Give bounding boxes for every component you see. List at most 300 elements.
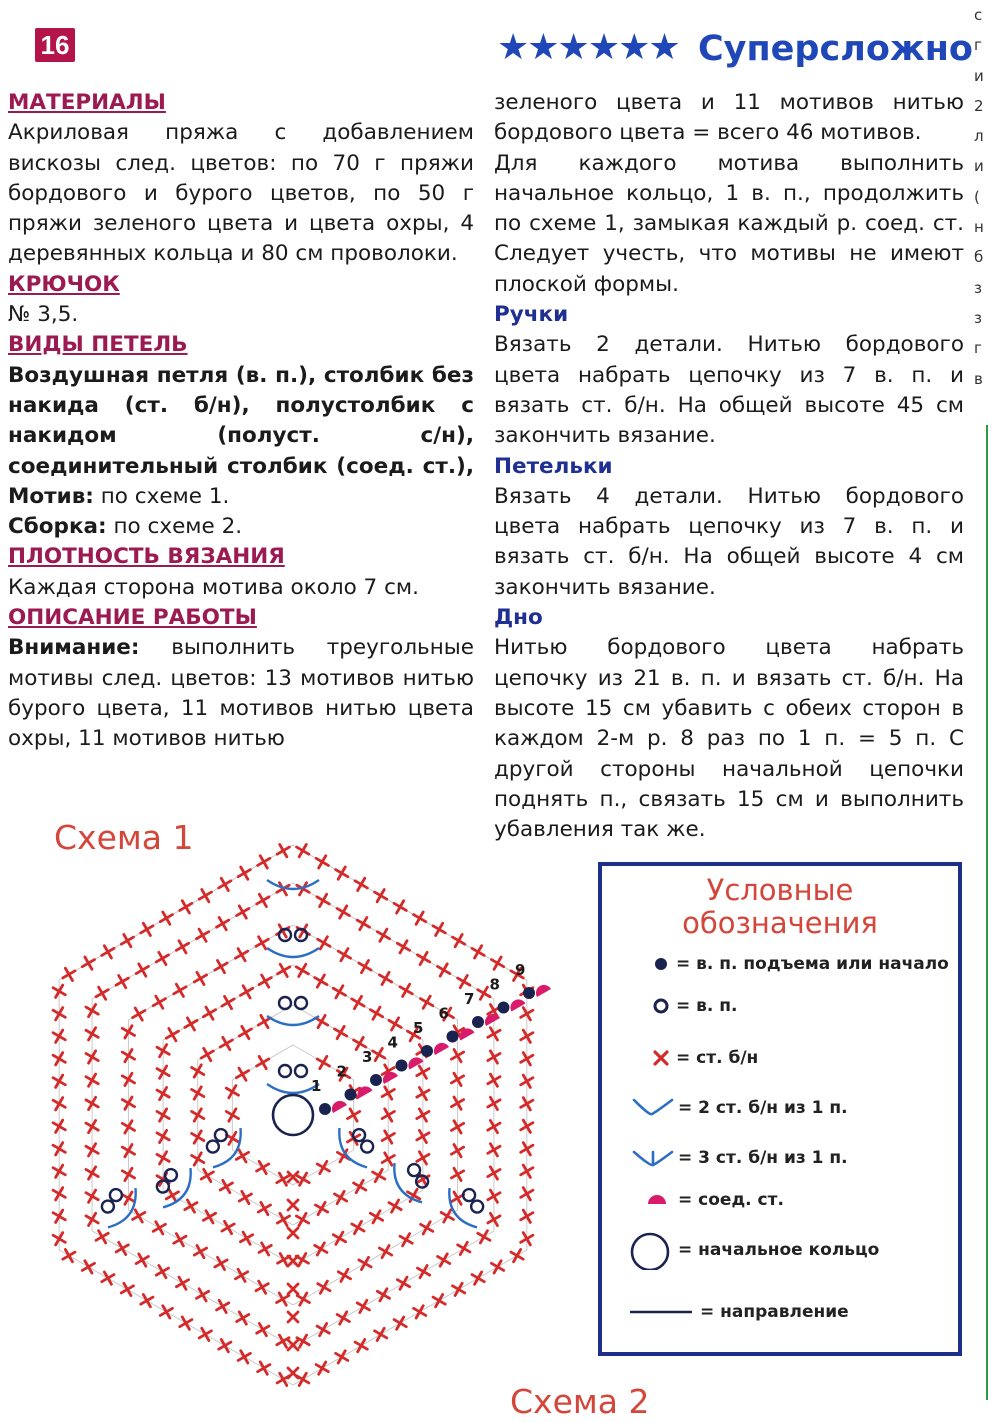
- sc-cross-mark: [116, 975, 128, 987]
- cross-stroke: [417, 952, 429, 964]
- guide-hexagon: [92, 883, 494, 1347]
- cross-stroke: [511, 1250, 523, 1262]
- cross-stroke: [414, 1306, 426, 1318]
- sc-cross-mark: [258, 1202, 270, 1214]
- cross-stroke: [257, 1161, 269, 1173]
- cross-stroke: [394, 901, 406, 913]
- sc-cross-mark: [176, 1277, 188, 1289]
- scheme-2-title: Схема 2: [510, 1382, 650, 1421]
- cross-stroke: [394, 1317, 406, 1329]
- attention-body: выполнить треугольные мотивы след. цветов: 13 мотивов нитью бурого цвета, 11 мотивов нитью цвета охры, 11 мотивов нитью: [8, 635, 474, 752]
- sc-cross-mark: [318, 1281, 330, 1293]
- sc-cross-mark: [219, 1340, 231, 1352]
- sc-cross-mark: [153, 1222, 165, 1234]
- legend-title-line-1: Условные: [706, 873, 854, 907]
- sc-cross-mark: [277, 1213, 289, 1225]
- sc-cross-mark: [141, 1295, 153, 1307]
- edge-letter: и: [974, 66, 984, 85]
- cross-stroke: [458, 975, 470, 987]
- cross-stroke: [338, 949, 350, 961]
- sc-cross-mark: [257, 1323, 269, 1335]
- sc-cross-mark: [277, 1173, 289, 1185]
- line-icon: [626, 1292, 696, 1332]
- cross-stroke: [116, 975, 128, 987]
- cross-stroke: [338, 1269, 350, 1281]
- sc-cross-mark: [236, 1150, 248, 1162]
- cross-stroke: [277, 845, 289, 857]
- edge-letter: с: [974, 6, 983, 24]
- legend-label: = начальное кольцо: [678, 1240, 880, 1260]
- cross-stroke: [199, 1328, 211, 1340]
- cross-stroke: [82, 957, 94, 969]
- sc-cross-mark: [316, 1362, 328, 1374]
- chain-start-dot: [447, 1031, 459, 1043]
- sc-cross-mark: [201, 1048, 213, 1060]
- slip-stitch-mark: [536, 985, 551, 997]
- cross-stroke: [141, 923, 153, 935]
- cross-stroke: [259, 975, 271, 987]
- ring-icon: [624, 1230, 676, 1270]
- sc-cross-mark: [222, 996, 234, 1008]
- cross-stroke: [335, 1026, 347, 1038]
- sc-cross-mark: [174, 1234, 186, 1246]
- sc-cross-mark: [421, 1222, 433, 1234]
- cross-stroke: [400, 984, 412, 996]
- cross-stroke: [174, 984, 186, 996]
- chain-start-dot: [319, 1103, 331, 1115]
- cross-stroke: [176, 1277, 188, 1289]
- row-number-label: 8: [489, 975, 500, 994]
- edge-letter: з: [974, 308, 982, 327]
- corner-stitch-group: [441, 1178, 491, 1233]
- sc-cross-mark: [389, 1200, 401, 1212]
- cross-stroke: [478, 987, 490, 999]
- sc-cross-mark: [336, 867, 348, 879]
- row-number-label: 7: [464, 990, 475, 1008]
- scheme-1-diagram: [20, 840, 580, 1400]
- sc-cross-mark: [257, 1056, 269, 1068]
- right-edge-cutoff-text: [974, 0, 992, 420]
- cross-stroke: [203, 1007, 215, 1019]
- legend-label: = ст. б/н: [676, 1048, 759, 1068]
- cross-stroke: [297, 845, 309, 857]
- cross-stroke: [333, 1232, 345, 1244]
- sc-cross-mark: [277, 1373, 289, 1385]
- assembly-value: по схеме 2.: [106, 514, 243, 540]
- cross-stroke: [219, 878, 231, 890]
- row-number-label: 3: [362, 1048, 373, 1066]
- cross-stroke: [438, 964, 450, 976]
- chain-start-dot: [498, 1002, 510, 1014]
- cross-stroke: [174, 1234, 186, 1246]
- cross-stroke: [256, 1281, 268, 1293]
- sc-cross-mark: [338, 949, 350, 961]
- cross-stroke: [438, 1254, 450, 1266]
- sc-cross-mark: [288, 1312, 298, 1322]
- row-number-label: 9: [515, 961, 526, 979]
- v-three-icon: [630, 1138, 676, 1178]
- v-stitch-mark: [267, 1016, 319, 1025]
- open-circle-icon: [646, 986, 676, 1026]
- cross-stroke: [82, 1261, 94, 1273]
- legend-label: = направление: [700, 1302, 849, 1322]
- cross-stroke: [377, 929, 389, 941]
- cross-stroke: [239, 1026, 251, 1038]
- sc-cross-mark: [359, 1257, 371, 1269]
- legend-title: [602, 874, 958, 940]
- stitches-bold: Воздушная петля (в. п.), столбик без накида (ст. б/н), полустолбик с накидом (полуст. с/н), соединительный столбик (соед. ст.), Мотив:: [8, 362, 474, 509]
- row-number-label: 4: [387, 1033, 398, 1052]
- cross-stroke: [336, 867, 348, 879]
- slip-stitch-mark: [485, 1014, 500, 1026]
- sc-cross-mark: [194, 1245, 206, 1257]
- sc-cross-mark: [102, 1272, 114, 1284]
- cross-stroke: [203, 1211, 215, 1223]
- sc-cross-mark: [438, 1254, 450, 1266]
- right-text-column: [494, 88, 964, 845]
- sc-cross-mark: [82, 957, 94, 969]
- cross-stroke: [389, 1200, 401, 1212]
- gauge-heading: ПЛОТНОСТЬ ВЯЗАНИЯ: [8, 544, 285, 570]
- sc-cross-mark: [116, 1242, 128, 1254]
- sc-cross-mark: [160, 912, 172, 924]
- cross-stroke: [472, 1272, 484, 1284]
- chain-start-dot: [396, 1060, 408, 1072]
- cross-stroke: [400, 1234, 412, 1246]
- sc-cross-mark: [256, 1281, 268, 1293]
- cross-stroke: [217, 1300, 229, 1312]
- sc-cross-mark: [259, 1243, 271, 1255]
- cross-stroke: [453, 935, 465, 947]
- sc-cross-mark: [333, 986, 345, 998]
- cross-stroke: [240, 1232, 252, 1244]
- sc-cross-mark: [258, 856, 270, 868]
- sc-cross-mark: [288, 1200, 298, 1210]
- corner-stitch-group: [198, 1118, 248, 1173]
- cross-stroke: [166, 1029, 178, 1041]
- sc-cross-mark: [174, 984, 186, 996]
- sc-cross-mark: [417, 952, 429, 964]
- sc-cross-mark: [235, 1269, 247, 1281]
- cross-stroke: [259, 1243, 271, 1255]
- sc-cross-mark: [336, 1351, 348, 1363]
- cross-stroke: [102, 1272, 114, 1284]
- cross-stroke: [258, 1362, 270, 1374]
- sc-cross-mark: [236, 1068, 248, 1080]
- sc-cross-mark: [121, 1283, 133, 1295]
- cross-stroke: [180, 1317, 192, 1329]
- cross-stroke: [185, 1018, 197, 1030]
- attention-label: Внимание:: [8, 635, 140, 661]
- legend-label: = в. п.: [676, 996, 738, 1016]
- legend-label: = 3 ст. б/н из 1 п.: [678, 1148, 848, 1168]
- materials-heading: МАТЕРИАЛЫ: [8, 90, 166, 115]
- sc-cross-mark: [316, 856, 328, 868]
- cross-stroke: [156, 952, 168, 964]
- sc-cross-mark: [318, 937, 330, 949]
- edge-letter: б: [974, 248, 984, 267]
- chain-start-dot: [421, 1045, 433, 1057]
- sc-cross-mark: [102, 946, 114, 958]
- cross-stroke: [315, 1243, 327, 1255]
- cross-stroke: [277, 1173, 289, 1185]
- loops-heading: Петельки: [494, 453, 613, 479]
- sc-cross-mark: [315, 1243, 327, 1255]
- sc-cross-mark: [277, 845, 289, 857]
- sc-cross-mark: [400, 984, 412, 996]
- chain-start-dot: [523, 987, 535, 999]
- cross-stroke: [136, 1254, 148, 1266]
- sc-cross-mark: [297, 1373, 309, 1385]
- corner-stitch-group: [93, 1178, 143, 1233]
- guide-hexagon: [59, 845, 527, 1385]
- edge-letter: н: [974, 218, 984, 237]
- legend-box: [598, 862, 962, 1356]
- edge-letter: г: [974, 339, 982, 358]
- cross-stroke: [433, 923, 445, 935]
- sc-cross-mark: [375, 890, 387, 902]
- cross-stroke: [296, 964, 308, 976]
- sc-cross-mark: [478, 987, 490, 999]
- filled-dot-icon: [646, 944, 676, 984]
- chain-start-dot: [370, 1074, 382, 1086]
- cross-stroke: [236, 1068, 248, 1080]
- sc-cross-mark: [357, 917, 369, 929]
- sc-cross-mark: [421, 996, 433, 1008]
- cross-stroke: [354, 1180, 366, 1192]
- cross-stroke: [355, 878, 367, 890]
- cross-stroke: [277, 1213, 289, 1225]
- sc-cross-mark: [491, 1261, 503, 1273]
- sc-cross-mark: [414, 1306, 426, 1318]
- cross-stroke: [357, 1300, 369, 1312]
- sc-cross-mark: [156, 1265, 168, 1277]
- sc-cross-mark: [288, 1172, 298, 1182]
- sc-cross-mark: [370, 1007, 382, 1019]
- cross-stroke: [236, 1150, 248, 1162]
- cross-stroke: [315, 1202, 327, 1214]
- sc-cross-mark: [355, 1340, 367, 1352]
- cross-stroke: [421, 1222, 433, 1234]
- sc-cross-mark: [222, 1221, 234, 1233]
- guide-hexagon: [128, 925, 457, 1305]
- cross-stroke: [141, 1295, 153, 1307]
- cross-stroke: [180, 901, 192, 913]
- sc-cross-mark: [180, 901, 192, 913]
- cross-stroke: [194, 1245, 206, 1257]
- cross-stroke: [235, 949, 247, 961]
- cross-stroke: [297, 1173, 309, 1185]
- sc-cross-mark: [338, 1269, 350, 1281]
- sc-cross-mark: [335, 1026, 347, 1038]
- cross-stroke: [96, 1231, 108, 1243]
- sc-cross-mark: [215, 1257, 227, 1269]
- row-number-label: 5: [413, 1019, 424, 1037]
- cross-stroke: [359, 960, 371, 972]
- slip-stitch-mark: [332, 1101, 347, 1113]
- sc-cross-mark: [357, 1300, 369, 1312]
- legend-label: = 2 ст. б/н из 1 п.: [678, 1098, 848, 1118]
- hook-heading: КРЮЧОК: [8, 271, 120, 297]
- materials-text: Акриловая пряжа с добавлением вискозы след. цветов: по 70 г пряжи бордового и бурого цветов, по 50 г пряжи зеленого цвета и цвета охры, 4 деревянных кольца и 80 см проволоки.: [8, 120, 474, 267]
- cross-stroke: [235, 1269, 247, 1281]
- row-number-label: 6: [438, 1004, 449, 1023]
- sc-cross-mark: [82, 1261, 94, 1273]
- slip-stitch-mark: [434, 1043, 449, 1055]
- sc-cross-mark: [359, 960, 371, 972]
- legend-row-chain: [602, 986, 962, 1026]
- cross-stroke: [288, 1228, 298, 1238]
- cross-stroke: [215, 1257, 227, 1269]
- cross-stroke: [194, 972, 206, 984]
- cross-stroke: [317, 1056, 329, 1068]
- cross-stroke: [288, 1172, 298, 1182]
- cross-stroke: [379, 1245, 391, 1257]
- sc-cross-mark: [417, 1265, 429, 1277]
- cross-stroke: [337, 1312, 349, 1324]
- sc-cross-mark: [185, 1200, 197, 1212]
- sc-cross-mark: [217, 917, 229, 929]
- cross-stroke: [357, 917, 369, 929]
- sc-cross-mark: [317, 1161, 329, 1173]
- sc-cross-mark: [257, 1161, 269, 1173]
- sc-cross-mark: [63, 1250, 75, 1262]
- cross-stroke: [352, 996, 364, 1008]
- cross-stroke: [240, 986, 252, 998]
- cross-stroke: [317, 1161, 329, 1173]
- gauge-text: Каждая сторона мотива около 7 см.: [8, 574, 419, 600]
- cross-stroke: [63, 968, 75, 980]
- cross-stroke: [102, 946, 114, 958]
- cross-stroke: [417, 1265, 429, 1277]
- cross-stroke: [373, 1169, 385, 1181]
- cross-stroke: [458, 1242, 470, 1254]
- sc-cross-mark: [317, 1323, 329, 1335]
- cross-stroke: [96, 987, 108, 999]
- sc-cross-mark: [352, 996, 364, 1008]
- edge-letter: з: [974, 278, 982, 297]
- cross-stroke: [201, 1048, 213, 1060]
- sc-cross-mark: [335, 1191, 347, 1203]
- edge-letter: г: [974, 36, 982, 55]
- cross-stroke: [156, 1265, 168, 1277]
- cross-stroke: [257, 1056, 269, 1068]
- cross-stroke: [238, 867, 250, 879]
- sc-cross-mark: [317, 894, 329, 906]
- sc-cross-mark: [196, 929, 208, 941]
- sc-cross-mark: [458, 975, 470, 987]
- cross-stroke: [121, 935, 133, 947]
- cross-stroke: [315, 975, 327, 987]
- sc-cross-mark: [257, 894, 269, 906]
- sc-cross-mark: [240, 986, 252, 998]
- assembly-label: Сборка:: [8, 514, 107, 540]
- cross-stroke: [215, 960, 227, 972]
- scheme-1-title: Схема 1: [54, 818, 194, 857]
- sc-cross-mark: [400, 1234, 412, 1246]
- sc-cross-mark: [317, 1056, 329, 1068]
- sc-cross-mark: [297, 1173, 309, 1185]
- bottom-text: Нитью бордового цвета набрать цепочку из 21 в. п. и вязать ст. б/н. На высоте 15 см убавить с обеих сторон в каждом 2-м р. 8 раз по 1 п. = 5 п. С другой стороны начальной цепочки поднять п., связать 15 см и выполнить убавления так же.: [494, 635, 964, 843]
- cross-stroke: [359, 1257, 371, 1269]
- cross-stroke: [375, 1328, 387, 1340]
- stitches-heading: ВИДЫ ПЕТЕЛЬ: [8, 332, 188, 358]
- sc-cross-mark: [453, 935, 465, 947]
- bottom-heading: Дно: [494, 605, 543, 631]
- cross-stroke: [453, 1283, 465, 1295]
- cross-stroke: [222, 1221, 234, 1233]
- sc-cross-mark: [237, 1312, 249, 1324]
- cross-stroke: [375, 890, 387, 902]
- cross-stroke: [63, 1250, 75, 1262]
- cross-stroke: [288, 1284, 298, 1294]
- cross-stroke: [220, 1180, 232, 1192]
- cross-stroke: [370, 1211, 382, 1223]
- guide-hexagon: [232, 1045, 353, 1185]
- cross-stroke: [220, 1037, 232, 1049]
- cross-stroke: [277, 1373, 289, 1385]
- chain-open-mark: [295, 1065, 307, 1077]
- edge-letter: (: [974, 187, 980, 206]
- sc-cross-mark: [458, 1242, 470, 1254]
- cross-stroke: [441, 1210, 453, 1222]
- legend-row-slst: [602, 1180, 962, 1220]
- sc-cross-mark: [176, 941, 188, 953]
- cross-stroke: [397, 1277, 409, 1289]
- cross-stroke: [317, 894, 329, 906]
- green-border-line: [986, 425, 988, 1400]
- sc-cross-mark: [278, 964, 290, 976]
- sc-cross-mark: [397, 1277, 409, 1289]
- sc-cross-mark: [203, 1211, 215, 1223]
- sc-cross-mark: [288, 1284, 298, 1294]
- sc-cross-mark: [237, 906, 249, 918]
- edge-letter: л: [974, 127, 984, 146]
- cross-stroke: [237, 906, 249, 918]
- sc-cross-mark: [453, 1283, 465, 1295]
- chain-open-mark: [279, 997, 291, 1009]
- sc-cross-mark: [441, 1210, 453, 1222]
- cross-stroke: [133, 1210, 145, 1222]
- sc-cross-mark: [185, 1018, 197, 1030]
- sc-cross-mark: [238, 867, 250, 879]
- sc-cross-mark: [256, 937, 268, 949]
- cross-stroke: [296, 1213, 308, 1225]
- cross-stroke: [318, 1281, 330, 1293]
- sc-cross-mark: [315, 975, 327, 987]
- page-number: 16: [35, 28, 75, 62]
- assembly-text: [8, 512, 474, 542]
- sc-cross-mark: [136, 964, 148, 976]
- sc-cross-mark: [337, 1312, 349, 1324]
- legend-row-sc: [602, 1038, 962, 1078]
- cross-stroke: [258, 1202, 270, 1214]
- continuation-text: зеленого цвета и 11 мотивов нитью бордового цвета = всего 46 мотивов.: [494, 90, 964, 146]
- loops-text: Вязать 4 детали. Нитью бордового цвета набрать цепочку из 7 в. п. и вязать ст. б/н. На общей высоте 4 см закончить вязание.: [494, 483, 964, 600]
- sc-cross-mark: [240, 1232, 252, 1244]
- chain-start-dot: [472, 1016, 484, 1028]
- v-two-icon: [630, 1088, 676, 1128]
- cross-stroke: [491, 957, 503, 969]
- chain-start-dot: [345, 1089, 357, 1101]
- cross-stroke: [389, 1018, 401, 1030]
- sc-cross-mark: [296, 1213, 308, 1225]
- sc-cross-mark: [394, 1317, 406, 1329]
- sc-cross-mark: [259, 975, 271, 987]
- cross-stroke: [316, 1362, 328, 1374]
- sc-cross-mark: [239, 1026, 251, 1038]
- cross-stroke: [316, 856, 328, 868]
